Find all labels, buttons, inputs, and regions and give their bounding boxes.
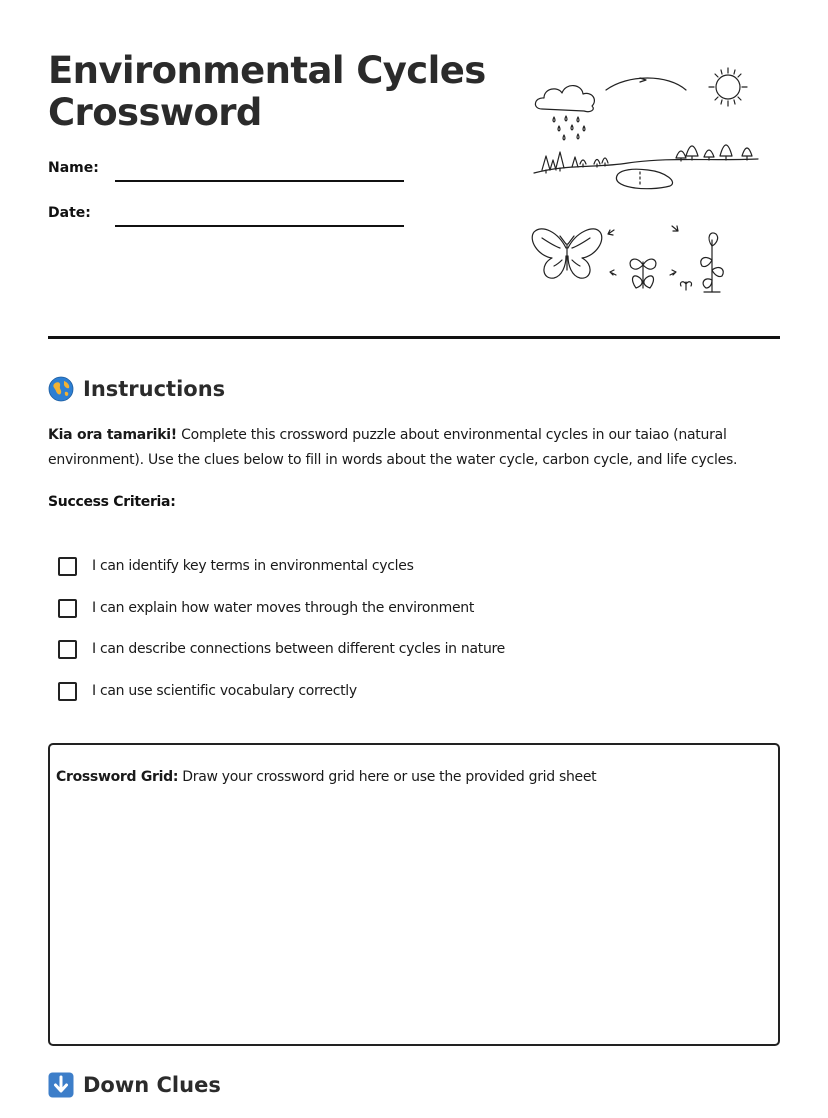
success-criteria-label: Success Criteria: xyxy=(48,494,176,510)
instructions-heading-text: Instructions xyxy=(83,377,226,401)
crossword-grid-label: Crossword Grid: xyxy=(56,769,179,785)
date-label: Date: xyxy=(48,205,91,221)
plant-icon xyxy=(701,233,724,292)
crossword-grid-area[interactable] xyxy=(48,743,780,1046)
environmental-cycles-illustration xyxy=(528,60,764,300)
down-clues-heading xyxy=(48,1070,221,1100)
butterfly-icon xyxy=(532,229,602,278)
criteria-text: I can explain how water moves through the environment xyxy=(92,599,475,616)
criteria-checkbox[interactable] xyxy=(58,682,77,701)
landscape-icon xyxy=(534,145,758,189)
crossword-grid-caption xyxy=(56,769,596,785)
name-input-line[interactable] xyxy=(115,180,404,182)
down-arrow-icon xyxy=(48,1072,74,1098)
intro-greeting: Kia ora tamariki! xyxy=(48,427,177,443)
date-input-line[interactable] xyxy=(115,225,404,227)
globe-icon xyxy=(48,376,74,402)
criteria-checkbox[interactable] xyxy=(58,640,77,659)
cloud-rain-icon xyxy=(535,86,594,140)
sprout-icon xyxy=(680,282,691,290)
criteria-item xyxy=(58,638,505,680)
date-field xyxy=(48,205,408,231)
criteria-text: I can describe connections between different cycles in nature xyxy=(92,641,505,657)
criteria-checkbox[interactable] xyxy=(58,599,77,618)
criteria-item xyxy=(58,597,505,639)
criteria-text: I can identify key terms in environmental cycles xyxy=(92,558,414,574)
intro-paragraph xyxy=(48,423,773,473)
instructions-heading xyxy=(48,374,225,404)
intro-body: Complete this crossword puzzle about environmental cycles in our taiao (natural environment). Use the clues below to fill in words about the water cycle, carbon cycle, and life cycles. xyxy=(48,427,738,468)
arrow-icon xyxy=(608,230,614,235)
success-criteria-list xyxy=(58,555,505,721)
name-field xyxy=(48,160,408,186)
down-clues-heading-text: Down Clues xyxy=(83,1073,221,1097)
page-title: Environmental Cycles Crossword xyxy=(48,49,486,134)
sun-icon xyxy=(709,68,747,106)
crossword-grid-text: Draw your crossword grid here or use the provided grid sheet xyxy=(178,769,597,785)
criteria-text: I can use scientific vocabulary correctly xyxy=(92,682,357,699)
seedling-icon xyxy=(630,259,656,288)
criteria-item xyxy=(58,680,505,722)
header-divider xyxy=(48,336,780,339)
criteria-checkbox[interactable] xyxy=(58,557,77,576)
criteria-item xyxy=(58,555,505,597)
name-label: Name: xyxy=(48,160,99,176)
